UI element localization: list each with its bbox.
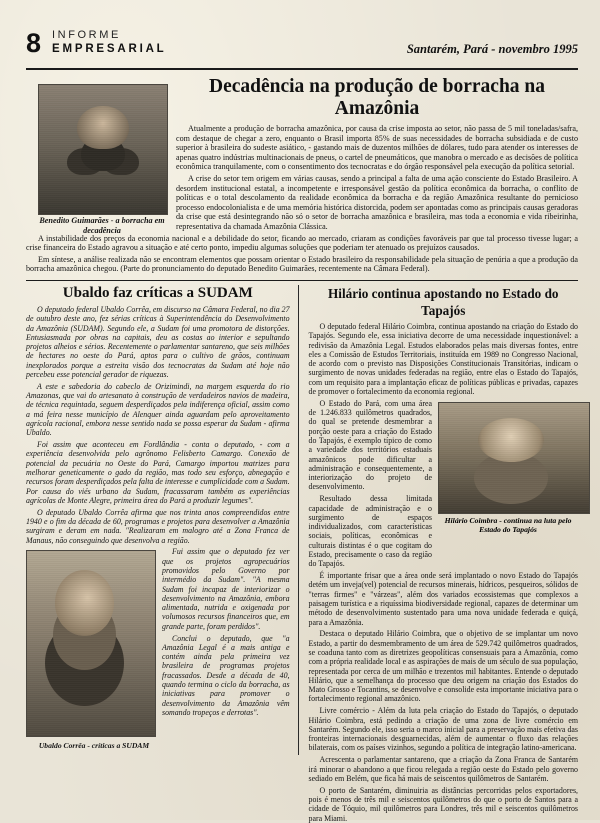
photo-hilario-coimbra [438,402,590,514]
paragraph: Acrescenta o parlamentar santareno, que a criação da Zona Franca de Santarém irá minorar o abandono a que ficou relegada a região oeste do Estado pelo governo sediado em Belém, que fica há mais de seiscentos quilômetros de Santarém. [308,755,578,783]
right-column-body-top [309,322,578,396]
paragraph: Livre comércio - Além da luta pela criação do Estado do Tapajós, o deputado Hilário Coimbra, está pedindo a criação de uma zona de livre comércio em Santarém. Segundo ele, isso seria o marco inicial para a preservação mais efetiva das fronteiras internacionais desguarnecidas, além de aumentar o fluxo das relações bilaterais, com os países vizinhos, segundo a política de integração latino-americana. [308,706,578,753]
left-column-body [26,304,290,751]
left-column-headline: Ubaldo faz críticas a SUDAM [62,284,253,301]
top-story [26,76,578,274]
paragraph: A crise do setor tem origem em várias causas, sendo a principal a falta de uma ação consciente do Estado Brasileiro. A desordem institucional estatal, a incompetente e irresponsável gestão da política econômica da borracha, o conflito de políticas e o total descolamento da realidade econômica da borracha e da região Amazônica resultante do pernicioso processo endocolonialista e de uma memória histórica distorcida, podem ser apontadas como as principais causas geradoras da crise que está desintegrando não só o setor de borracha amazônica e brasileira, mas toda a economia e vida ribeirinha, representativa da chamada Amazônia Clássica. [176,173,578,231]
paragraph: É importante frisar que a área onde será implantado o novo Estado do Tapajós detém um inveja(vel) potencial de recursos minerais, hídricos, pesqueiros, sólidos de "terras firmes" e "várzeas", além dos variados ecossistemas que complexos a paisagem turística e a riquíssima biodiversidade regional, capazes de determinar um método de desenvolvimento sustentado para uma nova unidade federada e quiçá, para a Amazônia. [308,571,578,627]
photo-caption-ubaldo: Ubaldo Corrêa - críticas a SUDAM [38,741,150,751]
top-story-headline: Decadência na produção de borracha na Amazônia [208,76,546,119]
photo-caption-benedito: Benedito Guimarães - a borracha em decadência [39,216,165,235]
paragraph: Foi assim que aconteceu em Fordlândia - conta o deputado, - com a experiência desenvolvida pelo agrônomo Felisberto Camargo. Conexão de potencial da pecuária no Oeste do Pará, Camargo importou matrizes para melhorar geneticamente o gado da região, mas todo seu esforço, abnegação e recursos foram desperdiçados pela falta de interesse e cumplicidade com a Sudam. Por causa do viés urbano da Sudam, fracassaram também as experiências agrícolas de Monte Alegre, primeira área do Pará a produzir legumes". [26,440,290,505]
paragraph: O porto de Santarém, diminuiria as distâncias percorridas pelos exportadores, pois é menos de três mil e seiscentos quilômetros do que o porto de Santos para a cidade de Tóquio, mil quilômetros para Londres, três mil e seiscentos quilômetros para Miami. [308,785,578,823]
paragraph: Fui assim que o deputado fez ver que os projetos agropecuários promovidos pelo Governo por intermédio da Sudam". "A mesma Sudam foi incapaz de interiorizar o desenvolvimento na Amazônia, embora alimentada, nutrida e oxigenada por volumosos recursos financeiros que, em grande parte, foram perdidos". [162,547,290,631]
section-divider [26,280,578,281]
page-number: 8 [26,28,42,58]
right-column-headline: Hilário continua apostando no Estado do Tapajós [328,285,559,318]
bottom-columns [26,284,578,823]
article-hilario [299,285,578,823]
masthead-subtitle: EMPRESARIAL [52,43,167,55]
issue-date: Santarém, Pará - novembro 1995 [406,42,578,56]
paragraph: Em síntese, a análise realizada não se encontram elementos que possam orientar o Estado brasileiro da responsabilidade pela situação de penúria a que a produção da borracha amazônica chegou. (Parte do pronunciamento do deputado Benedito Guimarães, recentemente na Câmara Federal). [26,254,578,274]
masthead [26,28,578,70]
top-story-body-full [26,234,578,274]
paragraph: Resultado dessa limitada capacidade de administração e o surgimento de espaços individualizados, com características sociais, políticas, econômicas e culturais distintas é o que cogitam do Estado, precisamente o caso da região do Tapajós. [308,494,432,569]
paragraph: O deputado federal Hilário Coimbra, continua apostando na criação do Estado do Tapajós. Segundo ele, essa iniciativa decorre de uma necessidade inquestionável: a redivisão da Amazônia Legal. Estudos elaborados pelas mais diversas fontes, entre eles a Comissão de Estudos Territoriais, instituída em 1989 no Congresso Nacional, de acordo com o previsto nas Disposições Constitucionais Transitórias, indicam o surgimento de novas unidades federadas na região, entre elas o Estado do Tapajós, com um requisito para a implantação eficaz de políticas públicas e privadas, capazes de promover o fortalecimento da economia regional. [308,321,578,396]
paragraph: A este e sabedoria do cabeclo de Orizimindi, na margem esquerda do rio Amazonas, que vai do artesanato à construção de verdadeiros navios de madeira, de técnica requintada, seguem desperdiçados pela indiferença oficial, assim como a má feira nesse município de Alenquer ainda aguardam pelo aproveitamento agrícola racional, embora nesse sentido nada se possa esperar da Sudam - afirma Ubaldo. [26,381,290,438]
photo-caption-hilario: Hilário Coimbra - continua na luta pelo Estado do Tapajós [444,515,572,534]
photo-ubaldo-correa [26,550,156,737]
paragraph: O deputado federal Ubaldo Corrêa, em discurso na Câmara Federal, no dia 27 de outubro deste ano, fez sérias críticas à Superintendência do Desenvolvimento da Amazônia (SUDAM). Segundo ele, a Sudam foi uma promotora de distorções. Entusiasmada por obras na capitais, deu as costas ao interior e sepultando projetos alheios e sérios. Recentemente o parlamentar santareno, que seis milhões de hectares no oeste do Pará, aptos para o cultivo de grãos, continuam inexplorados porque a estreita visão dos tecnocratas da Sudam até hoje não percebeu esse potencial gerador de riquezas. [26,304,290,379]
photo-benedito-guimaraes [38,84,168,215]
paragraph: Conclui o deputado, que "a Amazônia Legal é a mais antiga e contém ainda pela primeira vez brasileira de programas projetos fracassados. Desde a década de 40, quando termina o ciclo da borracha, as iniciativas para promover o desenvolvimento da Amazônia vêm somando tropeços e derrotas". [162,633,290,717]
paragraph: O Estado do Pará, com uma área de 1.246.833 quilômetros quadrados, do qual se pretende desmembrar a porção oeste para a criação do Estado do Tapajós, é exemplo típico de como a variedade dos territórios estaduais amazônicos pode dificultar a administração e consequentemente, a interiorização do projeto de desenvolvimento. [308,398,432,492]
paragraph: Destaca o deputado Hilário Coimbra, que o objetivo de se implantar um novo Estado, a partir do desmembramento de um área de 529.742 quilômetros quadrados, se coaduna tanto com as diretrizes geopolíticas consensuais para a Amazônia, como com a própria realidade local e as aspirações de mais de um século de sua população, representada por cerca de um milhão e trezentos mil habitantes. Entende o deputado Hilário, que a semelhança do processo que deu origem na criação dos Estados do Mato Grosso e Tocantins, se desenvolve e consolide esta importante iniciativa para o fortalecimento regional amazônico. [308,629,578,704]
masthead-title: INFORME [52,29,121,41]
right-column-body-bottom [309,571,578,823]
top-story-body-wrapped [176,124,578,232]
paragraph: Atualmente a produção de borracha amazônica, por causa da crise imposta ao setor, não passa de 5 mil toneladas/safra, com destaque de chegar a zero, enquanto o Brasil importa 85% de suas necessidades de borracha subsidiada e de custo superior à brasileira do sudeste asiático, - gastando mais de duzentos milhões de dólares, tudo para atender os interesses de apenas quatro indústrias multinacionais de pneus, o cartel de pneumáticos, que manobra o mercado e as decisões de política econômica tranquilamente, com o consentimento dos tecnocratas e do órgão responsável pela execução da política setorial. [176,124,578,172]
paragraph: A instabilidade dos preços da economia nacional e a debilidade do setor, ficando ao mercado, criaram as condições favoráveis par que tal processo tivesse lugar; a crise financeira do Estado agravou a situação e até certo ponto, impediu algumas soluções que poderiam ter atenuado os prejuízos causados. [26,233,578,253]
paragraph: O deputado Ubaldo Corrêa afirma que nos trinta anos compreendidos entre 1940 e o fim da década de 60, programas e projetos para desenvolver a Amazônia surgiram e deram em nada. "Realizaram em malogro até a Zona Franca de Manaus, não conseguindo que desenvolva a região. [26,507,290,545]
article-ubaldo [26,285,299,755]
right-column-body-wrapped [309,399,432,571]
